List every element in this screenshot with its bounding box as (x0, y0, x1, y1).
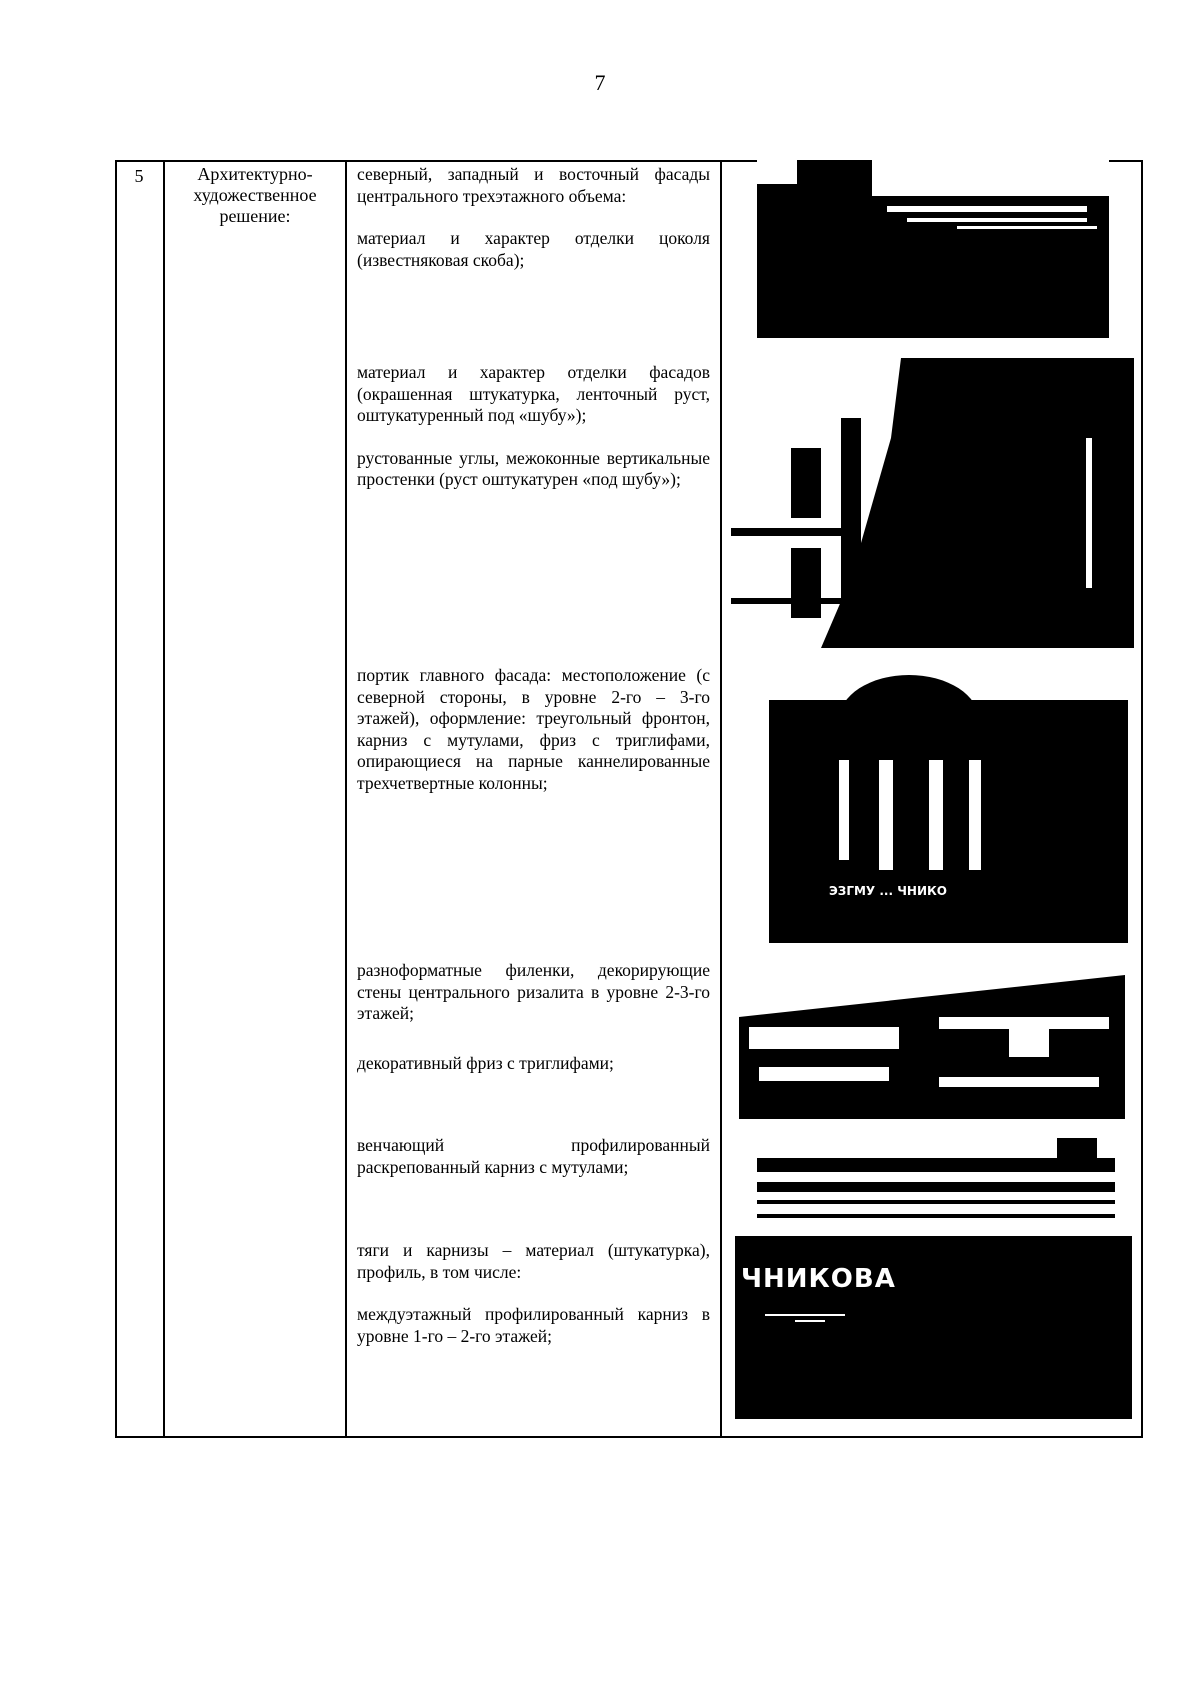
item-text-facades (357, 362, 710, 491)
page-number: 7 (594, 70, 606, 95)
item-text-panels (357, 960, 710, 1074)
item-text-plinth (357, 164, 710, 271)
item-text-interfloor (357, 1240, 710, 1347)
item-paragraph: междуэтажный профилированный карниз в уровне 1-го – 2-го этажей; (357, 1304, 710, 1346)
item-text-cornice (357, 1135, 710, 1178)
photo-interfloor-cornice (735, 1236, 1132, 1419)
category-line: Архитектурно- (197, 164, 313, 184)
category-line: художественное (193, 185, 317, 205)
item-paragraph: рустованные углы, межоконные вертикальные простенки (руст оштукатурен «под шубу»); (357, 447, 710, 489)
item-paragraph: материал и характер отделки фасадов (окрашенная штукатурка, ленточный руст, оштукатуренный под «шубу»); (357, 362, 710, 425)
photo-portico (739, 660, 1128, 943)
photo-facade-rustication (731, 358, 1134, 648)
item-paragraph: портик главного фасада: местоположение (с северной стороны, в уровне 2-го – 3-го этажей), оформление: треугольный фронтон, карниз с мутулами, фриз с триглифами, опирающиеся на парные каннелированные трехчетвертные колонны; (357, 665, 710, 793)
photo-plinth (757, 160, 1109, 338)
item-paragraph: разноформатные филенки, декорирующие стены центрального ризалита в уровне 2-3-го этажей; (357, 960, 710, 1023)
column-divider (720, 160, 722, 1438)
photo-caption: ЧНИКОВА (741, 1264, 896, 1294)
row-category (165, 164, 345, 227)
photo-cornice (757, 1138, 1115, 1222)
item-paragraph: декоративный фриз с триглифами; (357, 1052, 614, 1073)
item-paragraph: материал и характер отделки цоколя (известняковая скоба); (357, 228, 710, 270)
item-paragraph: венчающий профилированный раскрепованный карниз с мутулами; (357, 1135, 710, 1177)
column-divider (163, 160, 165, 1438)
item-paragraph: северный, западный и восточный фасады центрального трехэтажного объема: (357, 164, 710, 206)
item-text-portico (357, 665, 710, 794)
photo-caption: ЭЗГМУ ... ЧНИКО (829, 884, 947, 898)
column-divider (345, 160, 347, 1438)
photo-panels-frieze (739, 957, 1125, 1119)
item-paragraph: тяги и карнизы – материал (штукатурка), профиль, в том числе: (357, 1240, 710, 1282)
category-line: решение: (219, 206, 291, 226)
row-number: 5 (134, 166, 144, 186)
